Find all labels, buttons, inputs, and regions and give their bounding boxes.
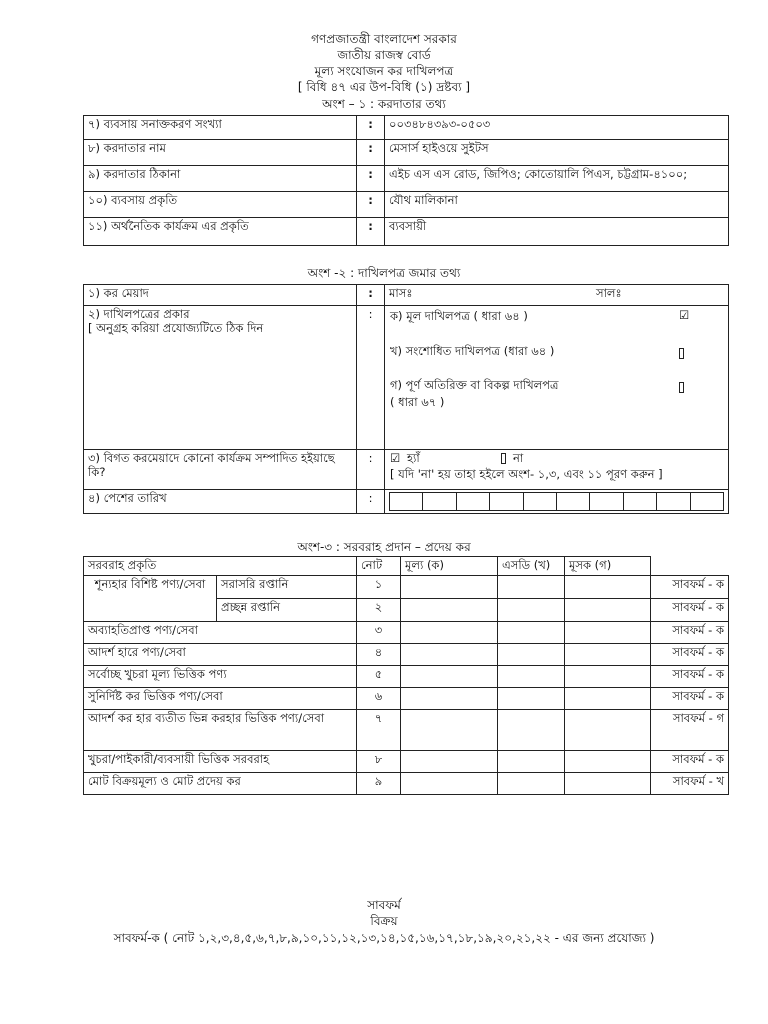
row-note: ৫ (357, 666, 401, 688)
business-type-label: ১০) ব্যবসায় প্রকৃতি (84, 192, 357, 218)
table-row (84, 218, 729, 246)
row-sd-cell[interactable] (498, 666, 565, 688)
table-row (84, 140, 729, 166)
header-vat: মূসক (গ) (565, 557, 651, 576)
row-vat-cell[interactable] (565, 666, 651, 688)
table-row (84, 773, 729, 795)
row-label: সুনির্দিষ্ট কর ভিত্তিক পণ্য/সেবা (84, 688, 357, 710)
row-value-cell[interactable] (401, 751, 498, 773)
row-sd-cell[interactable] (498, 710, 565, 751)
table-row (84, 450, 729, 490)
row-vat-cell[interactable] (565, 773, 651, 795)
row-subform: সাবফর্ম - ক (651, 644, 729, 666)
yes-label: হ্যাঁ (407, 451, 420, 465)
taxpayer-address-value: এইচ এস এস রোড, জিপিও; কোতোয়ালি পিএস, চট্টগ্রাম-৪১০০; (385, 166, 729, 192)
row-label: প্রচ্ছন্ন রপ্তানি (217, 599, 357, 622)
part1-table (83, 115, 729, 246)
footer-sales: বিক্রয় (370, 914, 398, 928)
row-vat-cell[interactable] (565, 751, 651, 773)
month-label: মাসঃ (389, 286, 413, 300)
row-subform: সাবফর্ম - ক (651, 622, 729, 644)
colon: : (357, 306, 385, 450)
header-note: নোট (357, 557, 401, 576)
table-row (84, 166, 729, 192)
row-label: মোট বিক্রয়মূল্য ও মোট প্রদেয় কর (84, 773, 357, 795)
row-label: খুচরা/পাইকারী/ব্যবসায়ী ভিত্তিক সরবরাহ (84, 751, 357, 773)
table-row (84, 666, 729, 688)
row-label: সরাসরি রপ্তানি (217, 576, 357, 599)
economic-activity-label: ১১) অর্থনৈতিক কার্যক্রম এর প্রকৃতি (84, 218, 357, 246)
colon: : (357, 490, 385, 514)
part3-table (83, 556, 729, 795)
colon: : (357, 450, 385, 490)
row-value-cell[interactable] (401, 773, 498, 795)
taxpayer-name-label: ৮) করদাতার নাম (84, 140, 357, 166)
taxpayer-address-label: ৯) করদাতার ঠিকানা (84, 166, 357, 192)
table-row (84, 576, 729, 599)
date-digit-box[interactable] (624, 493, 657, 510)
part3-title: অংশ-৩ : সরবরাহ প্রদান – প্রদেয় কর (297, 540, 471, 554)
colon: : (357, 116, 385, 140)
row-vat-cell[interactable] (565, 644, 651, 666)
colon: : (357, 140, 385, 166)
row-subform: সাবফর্ম - ক (651, 599, 729, 622)
header-supply-type: সরবরাহ প্রকৃতি (84, 557, 357, 576)
colon: : (357, 285, 385, 306)
row-value-cell[interactable] (401, 688, 498, 710)
table-row (84, 116, 729, 140)
submission-date-boxes[interactable] (389, 492, 724, 511)
row-note: ৬ (357, 688, 401, 710)
row-sd-cell[interactable] (498, 688, 565, 710)
date-digit-box[interactable] (657, 493, 690, 510)
row-value-cell[interactable] (401, 576, 498, 599)
row-subform: সাবফর্ম - ক (651, 751, 729, 773)
yes-checkbox[interactable]: ☑ (390, 451, 401, 465)
row-label: সর্বোচ্ছ খুচরা মূল্য ভিত্তিক পণ্য (84, 666, 357, 688)
row-subform: সাবফর্ম - খ (651, 773, 729, 795)
row-vat-cell[interactable] (565, 622, 651, 644)
row-value-cell[interactable] (401, 622, 498, 644)
alternative-return-checkbox[interactable] (679, 380, 684, 394)
row-label: আদর্শ হারে পণ্য/সেবা (84, 644, 357, 666)
date-digit-box[interactable] (590, 493, 623, 510)
header-line-1: গণপ্রজাতন্ত্রী বাংলাদেশ সরকার (311, 32, 457, 46)
original-return-checkbox[interactable]: ☑ (679, 308, 690, 322)
date-digit-box[interactable] (490, 493, 523, 510)
footer-subform-note: সাবফর্ম-ক ( নোট ১,২,৩,৪,৫,৬,৭,৮,৯,১০,১১,১২,১৩,১৪,১৫,১৬,১৭,১৮,১৯,২০,২১,২২ - এর জন্য প্রযোজ্য ) (113, 931, 655, 945)
bin-value: ০০৩৪৮৪৩৯৩-০৫০৩ (385, 116, 729, 140)
row-note: ২ (357, 599, 401, 622)
date-digit-box[interactable] (423, 493, 456, 510)
row-note: ৭ (357, 710, 401, 751)
row-vat-cell[interactable] (565, 576, 651, 599)
row-note: ৮ (357, 751, 401, 773)
row-sd-cell[interactable] (498, 576, 565, 599)
colon: : (357, 192, 385, 218)
row-sd-cell[interactable] (498, 599, 565, 622)
header-line-3: মূল্য সংযোজন কর দাখিলপত্র (314, 64, 454, 78)
footer-subform: সাবফর্ম (367, 898, 401, 912)
row-value-cell[interactable] (401, 644, 498, 666)
date-digit-box[interactable] (557, 493, 590, 510)
part2-table (83, 284, 729, 514)
table-row (84, 751, 729, 773)
option-amended-return: খ) সংশোধিত দাখিলপত্র (ধারা ৬৪ ) (390, 344, 555, 358)
row-note: ৩ (357, 622, 401, 644)
option-alternative-return: গ) পূর্ণ অতিরিক্ত বা বিকল্প দাখিলপত্র (390, 378, 559, 392)
amended-return-checkbox[interactable] (679, 346, 684, 360)
row-label: আদর্শ কর হার ব্যতীত ভিন্ন করহার ভিত্তিক পণ্য/সেবা (84, 710, 357, 751)
row-note: ৯ (357, 773, 401, 795)
activity-question: ৩) বিগত করমেয়াদে কোনো কার্যক্রম সম্পাদিত হইয়াছে কি? (84, 450, 357, 490)
row-sd-cell[interactable] (498, 773, 565, 795)
row-subform: সাবফর্ম - ক (651, 666, 729, 688)
business-type-value: যৌথ মালিকানা (385, 192, 729, 218)
colon: : (357, 166, 385, 192)
row-subform: সাবফর্ম - ক (651, 688, 729, 710)
row-subform: সাবফর্ম - ক (651, 576, 729, 599)
submission-date-label: ৪) পেশের তারিখ (84, 490, 357, 514)
row-value-cell[interactable] (401, 710, 498, 751)
table-row (84, 644, 729, 666)
row-sd-cell[interactable] (498, 622, 565, 644)
table-row (84, 306, 729, 450)
table-row (84, 622, 729, 644)
tax-period-label: ১) কর মেয়াদ (84, 285, 357, 306)
return-type-hint: [ অনুগ্রহ করিয়া প্রযোজ্যটিতে ঠিক দিন (88, 321, 264, 335)
no-label: না (513, 451, 524, 465)
row-label: অব্যাহতিপ্রাপ্ত পণ্য/সেবা (84, 622, 357, 644)
row-sd-cell[interactable] (498, 751, 565, 773)
header-sd: এসডি (খ) (498, 557, 565, 576)
taxpayer-name-value: মেসার্স হাইওয়ে সুইটস (385, 140, 729, 166)
option-original-return: ক) মূল দাখিলপত্র ( ধারা ৬৪ ) (390, 309, 528, 323)
row-value-cell[interactable] (401, 599, 498, 622)
year-label: সালঃ (596, 286, 622, 300)
table-row (84, 557, 729, 576)
zero-rated-label: শূন্যহার বিশিষ্ট পণ্য/সেবা (84, 576, 217, 622)
row-note: ৪ (357, 644, 401, 666)
date-digit-box[interactable] (524, 493, 557, 510)
header-line-2: জাতীয় রাজস্ব বোর্ড (337, 48, 431, 62)
economic-activity-value: ব্যবসায়ী (385, 218, 729, 246)
table-row (84, 192, 729, 218)
table-row (84, 688, 729, 710)
table-row (84, 710, 729, 751)
no-checkbox[interactable] (501, 451, 506, 465)
bin-label: ৭) ব্যবসায় সনাক্তকরণ সংখ্যা (84, 116, 357, 140)
row-vat-cell[interactable] (565, 688, 651, 710)
row-subform: সাবফর্ম - গ (651, 710, 729, 751)
return-type-label: ২) দাখিলপত্রের প্রকার (88, 307, 190, 321)
part1-title: অংশ – ১ : করদাতার তথ্য (322, 97, 446, 111)
header-line-4: [ বিধি ৪৭ এর উপ-বিধি (১) দ্রষ্টব্য ] (297, 80, 471, 94)
date-digit-box[interactable] (390, 493, 423, 510)
row-note: ১ (357, 576, 401, 599)
activity-note: [ যদি 'না' হয় তাহা হইলে অংশ- ১,৩, এবং ১১ পূরণ করুন ] (390, 467, 663, 481)
row-vat-cell[interactable] (565, 599, 651, 622)
part2-title: অংশ -২ : দাখিলপত্র জমার তথ্য (307, 266, 461, 280)
table-row (84, 490, 729, 514)
colon: : (357, 218, 385, 246)
row-sd-cell[interactable] (498, 644, 565, 666)
table-row (84, 285, 729, 306)
date-digit-box[interactable] (691, 493, 723, 510)
option-alternative-return-section: ( ধারা ৬৭ ) (390, 395, 445, 409)
header-value: মূল্য (ক) (401, 557, 498, 576)
row-vat-cell[interactable] (565, 710, 651, 751)
row-value-cell[interactable] (401, 666, 498, 688)
date-digit-box[interactable] (457, 493, 490, 510)
